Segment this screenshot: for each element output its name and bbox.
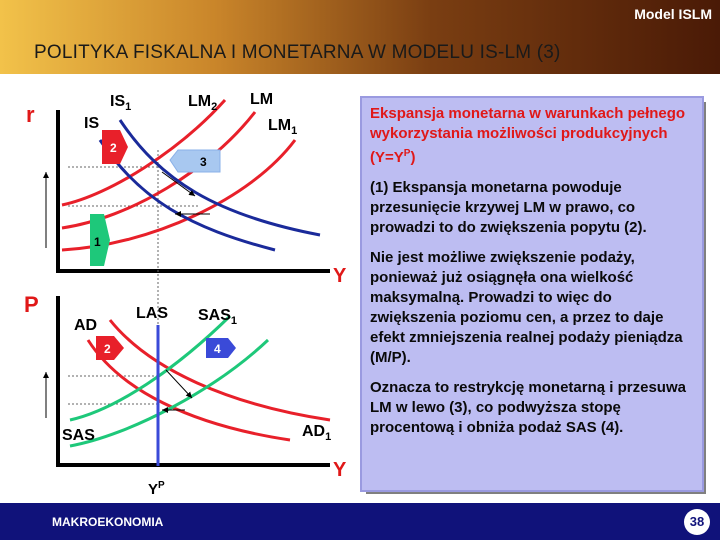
label-is1: $IS_1$ bbox=[110, 93, 132, 113]
explanation-paragraph-1: (1) Ekspansja monetarna powoduje przesunięcie krzywej LM w prawo, co prowadzi to do zwiększenia popytu (2). bbox=[370, 179, 647, 236]
islm-x-axis-label: Y bbox=[333, 265, 347, 287]
slide-title: POLITYKA FISKALNA I MONETARNA W MODELU IS-LM (3) bbox=[34, 42, 561, 63]
curve-ad bbox=[88, 340, 290, 440]
page-number: 38 bbox=[684, 509, 710, 535]
header-label: Model ISLM bbox=[634, 6, 712, 22]
marker-2-top bbox=[102, 130, 128, 164]
curve-is1 bbox=[120, 120, 320, 235]
label-yp: $Y^P$ bbox=[148, 480, 165, 498]
svg-text:3: 3 bbox=[200, 155, 207, 169]
label-lm: LM bbox=[250, 91, 274, 108]
marker-4 bbox=[206, 338, 236, 358]
explanation-paragraph-2: Nie jest możliwe zwiększenie podaży, ponieważ już osiągnęła ona wielkość maksymalną. Prowadzi to więc do zwiększenia poziomu cen, a przez to daje efekt zmniejszenia realnej podaży pieniądza (M/P). bbox=[370, 249, 683, 366]
label-sas1: $SAS_1$ bbox=[198, 307, 238, 327]
label-lm2: $LM_2$ bbox=[188, 93, 218, 113]
svg-text:4: 4 bbox=[214, 342, 221, 356]
explanation-paragraph-3: Oznacza to restrykcję monetarną i przesuwa LM w lewo (3), co podwyższa stopę procentową i obniża podaż SAS (4). bbox=[370, 379, 686, 436]
footer-bar bbox=[0, 503, 720, 540]
label-ad: AD bbox=[74, 317, 98, 334]
adas-chart bbox=[0, 290, 356, 500]
explanation-heading: Ekspansja monetarna w warunkach pełnego wykorzystania możliwości produkcyjnych $(Y=Y^P)$ bbox=[370, 105, 686, 166]
footer-label: MAKROEKONOMIA bbox=[52, 515, 164, 529]
svg-text:2: 2 bbox=[110, 141, 117, 155]
marker-2-bottom bbox=[96, 336, 124, 360]
islm-chart bbox=[0, 80, 356, 290]
svg-text:2: 2 bbox=[104, 342, 111, 356]
adas-x-axis-label: Y bbox=[333, 459, 347, 481]
marker-1 bbox=[90, 214, 110, 266]
label-ad1: $AD_1$ bbox=[302, 423, 332, 443]
arrow-down-shift bbox=[162, 172, 195, 196]
islm-y-axis-label: r bbox=[26, 102, 35, 127]
label-sas: SAS bbox=[62, 427, 95, 444]
label-las: LAS bbox=[136, 305, 168, 322]
label-is: IS bbox=[84, 115, 100, 132]
explanation-box bbox=[360, 96, 704, 492]
label-lm1: $LM_1$ bbox=[268, 117, 298, 137]
adas-y-axis-label: P bbox=[24, 292, 39, 317]
marker-3 bbox=[170, 150, 220, 172]
curve-ad1 bbox=[110, 320, 330, 420]
svg-text:1: 1 bbox=[94, 235, 101, 249]
